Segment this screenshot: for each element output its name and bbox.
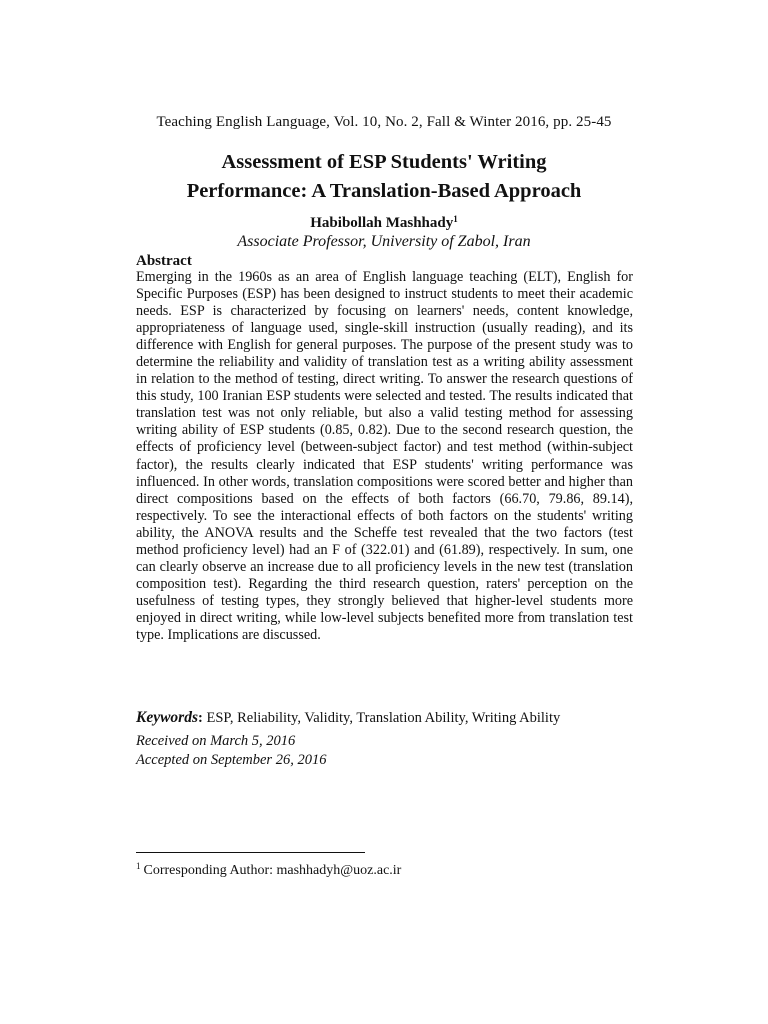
author-affiliation: Associate Professor, University of Zabol, Iran: [237, 233, 531, 250]
abstract-heading: Abstract: [136, 253, 192, 269]
received-date: Received on March 5, 2016: [136, 733, 296, 749]
title-line-1: Assessment of ESP Students' Writing: [221, 151, 547, 173]
author-footnote-mark: 1: [453, 214, 458, 224]
abstract-body: Emerging in the 1960s as an area of English language teaching (ELT), English for Specific Purposes (ESP) has been designed to instruct students to meet their academic needs. ESP is characterized by focusing on learners' needs, content knowledge, appropriateness of language used, single-skill instruction (usually reading), and its difference with English for general purposes. The purpose of the present study was to determine the reliability and validity of translation test as a writing ability assessment in relation to the method of testing, direct writing. To answer the research questions of this study, 100 Iranian ESP students were selected and tested. The results indicated that translation test was not only reliable, but also a valid testing method for assessing writing ability of ESP students (0.85, 0.82). Due to the second research question, the effects of proficiency level (between-subject factor) and test method (within-subject factor), the results clearly indicated that ESP students' writing performance was influenced. In other words, translation compositions were scored better and higher than direct compositions based on the effects of both factors (66.70, 79.86, 89.14), respectively. To see the interactional effects of both factors on the students' writing ability, the ANOVA results and the Scheffe test revealed that the two factors (test method proficiency level) had an F of (322.01) and (61.89), respectively. In sum, one can clearly observe an increase due to all proficiency levels in the new test (translation composition test). Regarding the third research question, raters' perception on the usefulness of testing types, they strongly believed that higher-level students more enjoyed in direct writing, while low-level subjects benefited more from translation test type. Implications are discussed.: [136, 269, 633, 643]
author-name: [0, 214, 768, 232]
keywords-line: [136, 709, 656, 727]
keywords-list: ESP, Reliability, Validity, Translation Ability, Writing Ability: [202, 710, 561, 726]
journal-citation: Teaching English Language, Vol. 10, No. 2, Fall & Winter 2016, pp. 25-45: [156, 114, 612, 130]
footnote-mark: 1: [136, 861, 141, 871]
submission-dates: [136, 732, 326, 770]
paper-title: [0, 148, 768, 206]
footnote-text: Corresponding Author: mashhadyh@uoz.ac.ir: [143, 863, 402, 878]
footnote-divider: [136, 852, 365, 853]
keywords-label: Keywords: [136, 709, 198, 726]
author-name-text: Habibollah Mashhady: [310, 215, 454, 231]
accepted-date: Accepted on September 26, 2016: [136, 752, 327, 768]
footnote: [136, 861, 401, 879]
keywords-separator: :: [198, 710, 203, 726]
title-line-2: Performance: A Translation-Based Approach: [186, 180, 582, 202]
